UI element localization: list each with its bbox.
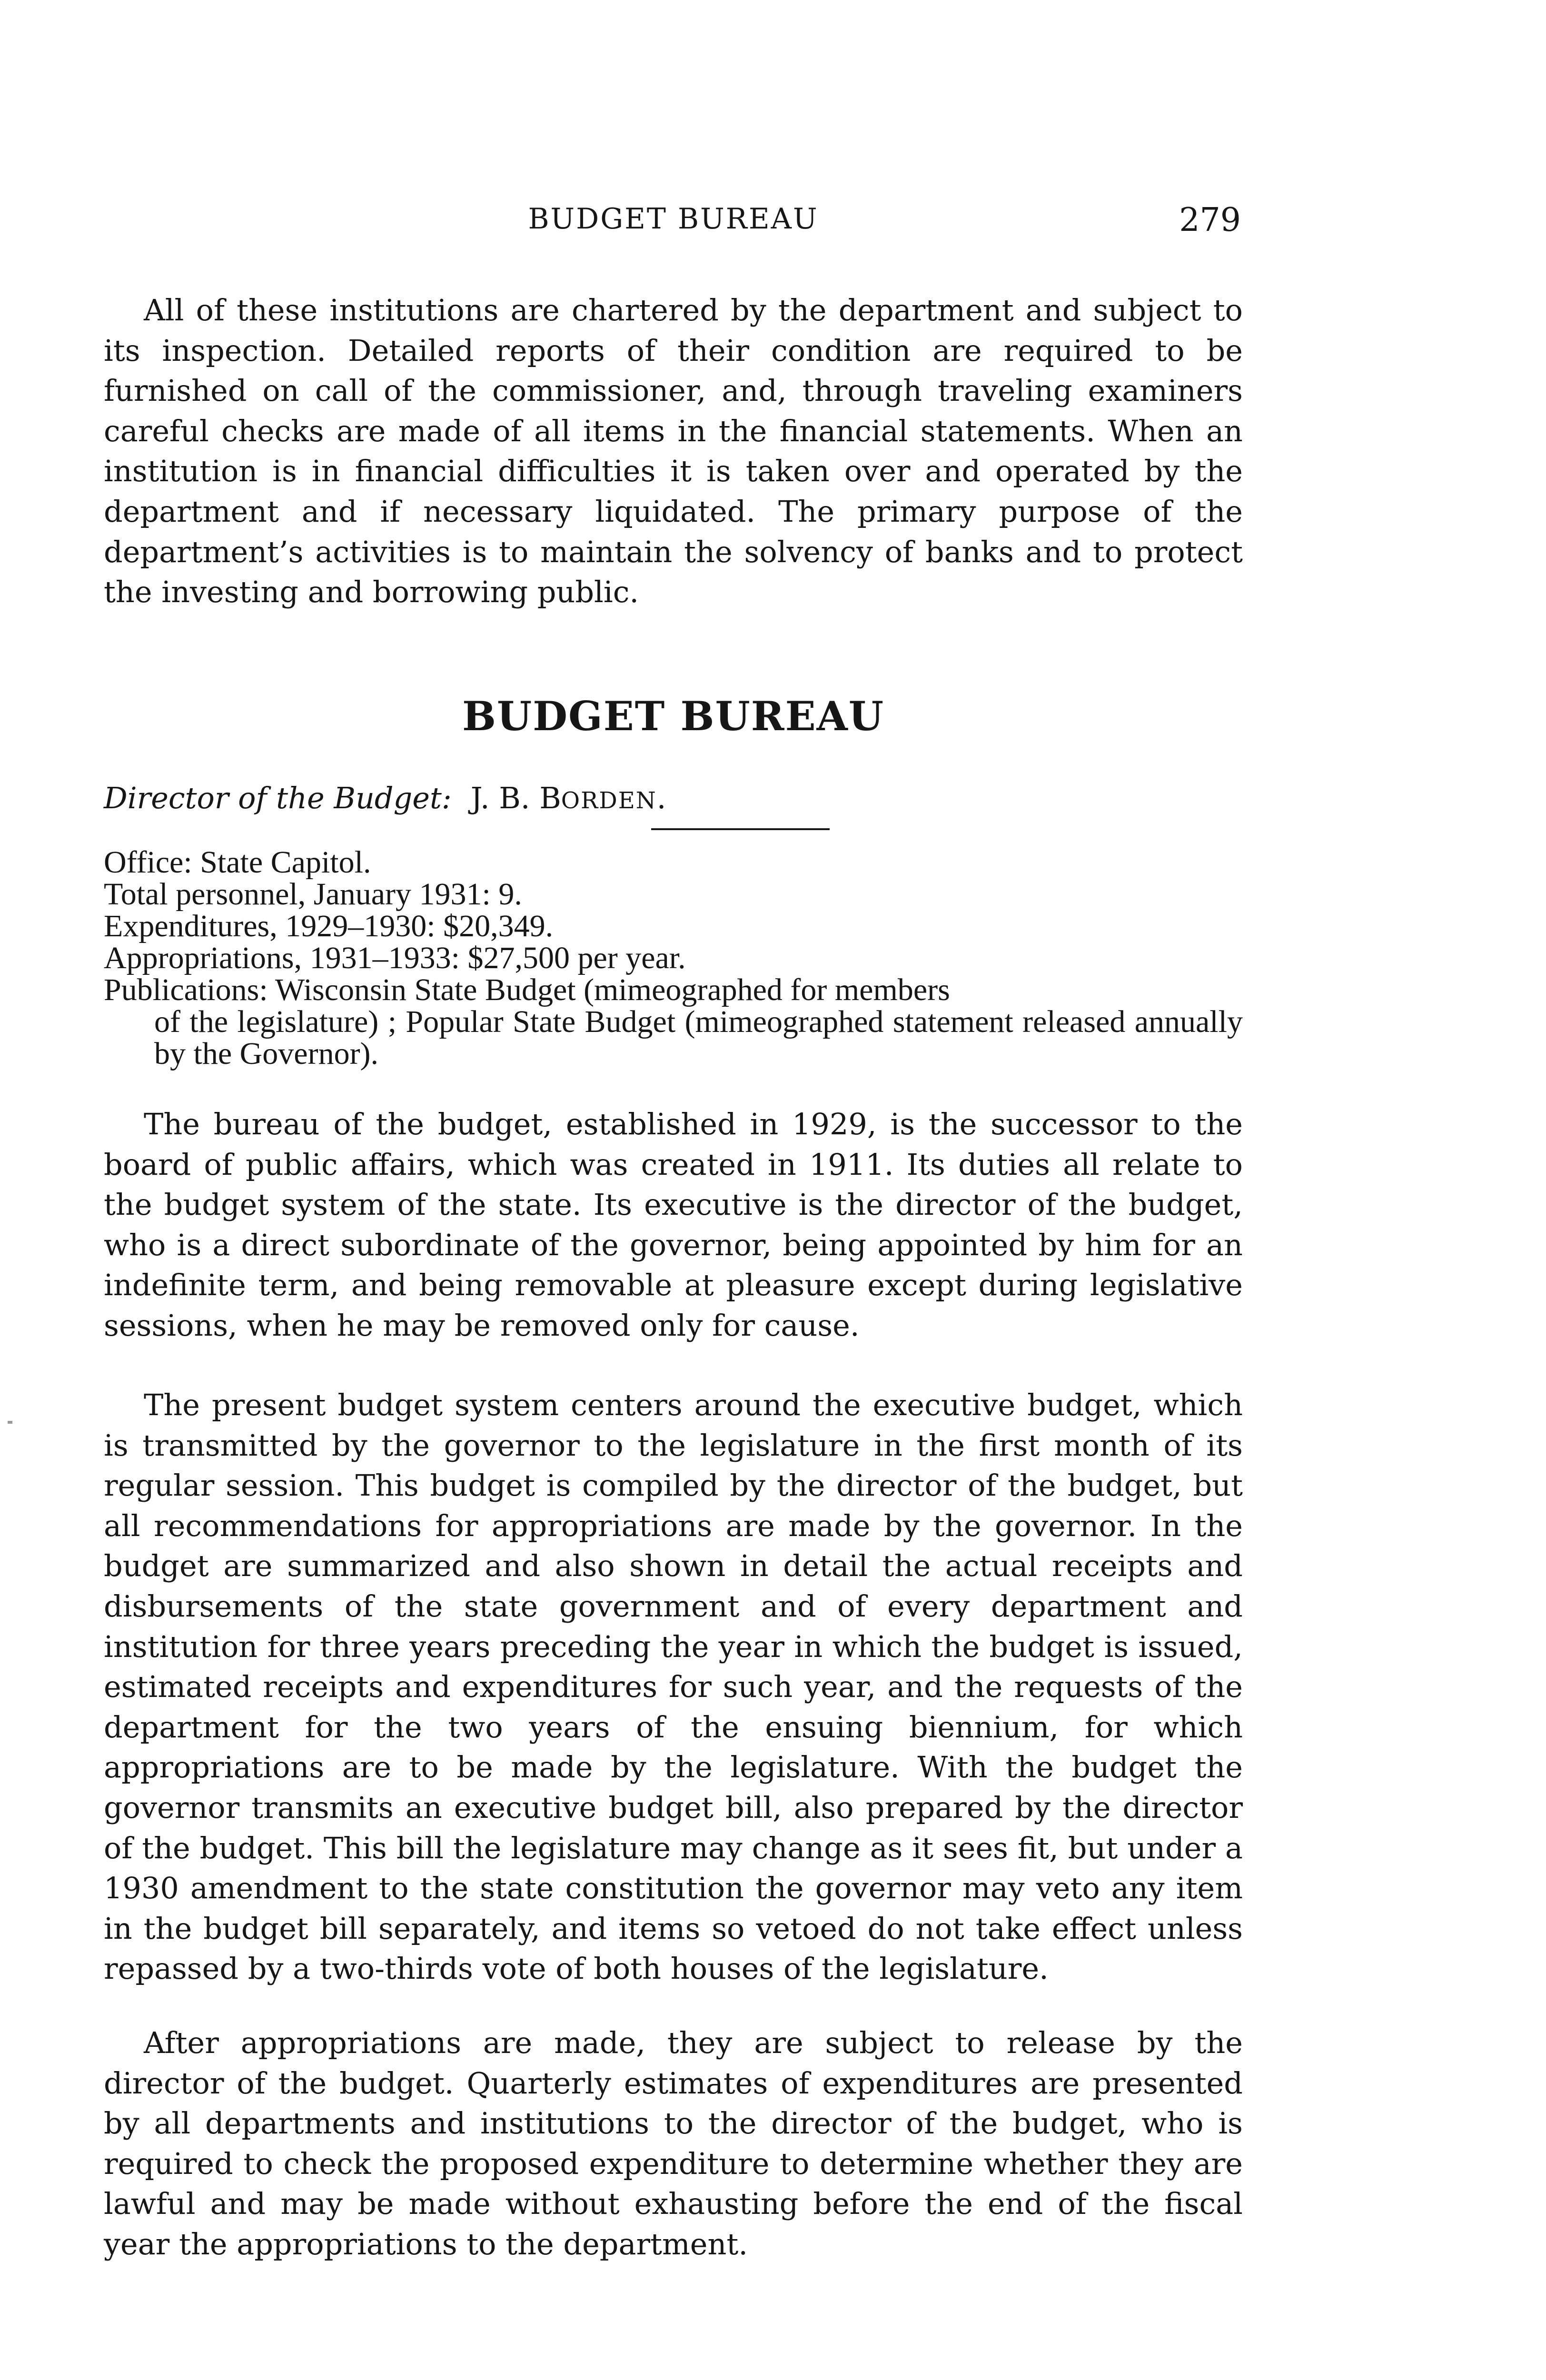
director-underline [651,828,830,830]
director-name [471,781,666,815]
page-number: 279 [1179,201,1241,239]
director-initials: J. B. B [470,781,561,815]
director-trailing: . [656,781,666,815]
document-page [104,0,1243,2380]
director-role-label: Director of the Budget: [104,781,452,815]
body-paragraph-3: After appropriations are made, they are subject to release by the director of the budget. Quarterly estimates of expenditures are presented by all departments and institutions to the director of the budget, who is required to check the proposed expenditure to determine whether they are lawful and may be made without exhausting before the end of the fiscal year the appropriations to the department. [104,2025,1243,2261]
running-head [104,202,1243,245]
office-line: Office: State Capitol. [104,845,371,880]
body-paragraph-2: The present budget system centers around the executive budget, which is transmitted by the governor to the legislature in the first month of its regular session. This budget is compiled by the director of the budget, but all recommendations for appropriations are made by the governor. In the budget are summarized and also shown in detail the actual receipts and disbursements of the state government and of every department and institution for three years preceding the year in which the budget is issued, estimated receipts and expenditures for such year, and the requests of the department for the two years of the ensuing biennium, for which appropriations are to be made by the legislature. With the budget the governor transmits an executive budget bill, also prepared by the director of the budget. This bill the legislature may change as it sees fit, but under a 1930 amendment to the state constitution the governor may veto any item in the budget bill separately, and items so vetoed do not take effect unless repassed by a two-thirds vote of both houses of the legislature. [104,1388,1243,1986]
appropriations-line: Appropriations, 1931–1933: $27,500 per year. [104,941,686,975]
intro-paragraph: All of these institutions are chartered by the department and subject to its inspection. Detailed reports of their condition are required to be furnished on call of the commissioner, and, through traveling examiners careful checks are made of all items in the financial statements. When an institution is in financial difficulties it is taken over and operated by the department and if necessary liquidated. The primary purpose of the department’s activities is to maintain the solvency of banks and to protect the investing and borrowing public. [104,293,1243,610]
expenditures-line: Expenditures, 1929–1930: $20,349. [104,909,554,943]
bureau-facts [104,846,1243,1070]
running-head-title: BUDGET BUREAU [528,202,819,236]
director-line [104,781,666,815]
body-paragraph-1: The bureau of the budget, established in 1929, is the successor to the board of public affairs, which was created in 1911. Its duties all relate to the budget system of the state. Its executive is the director of the budget, who is a direct subordinate of the governor, being appointed by him for an indefinite term, and being removable at pleasure except during legislative sessions, when he may be removed only for cause. [104,1107,1243,1343]
section-heading: BUDGET BUREAU [462,693,885,740]
publications-line: Publications: Wisconsin State Budget (mimeographed for members [104,972,950,1007]
scan-speck [8,1421,12,1424]
personnel-line: Total personnel, January 1931: 9. [104,877,522,912]
director-surname: ORDEN [561,787,657,814]
publications-continuation: of the legislature) ; Popular State Budget (mimeographed statement released annually by the Governor). [154,1004,1243,1071]
